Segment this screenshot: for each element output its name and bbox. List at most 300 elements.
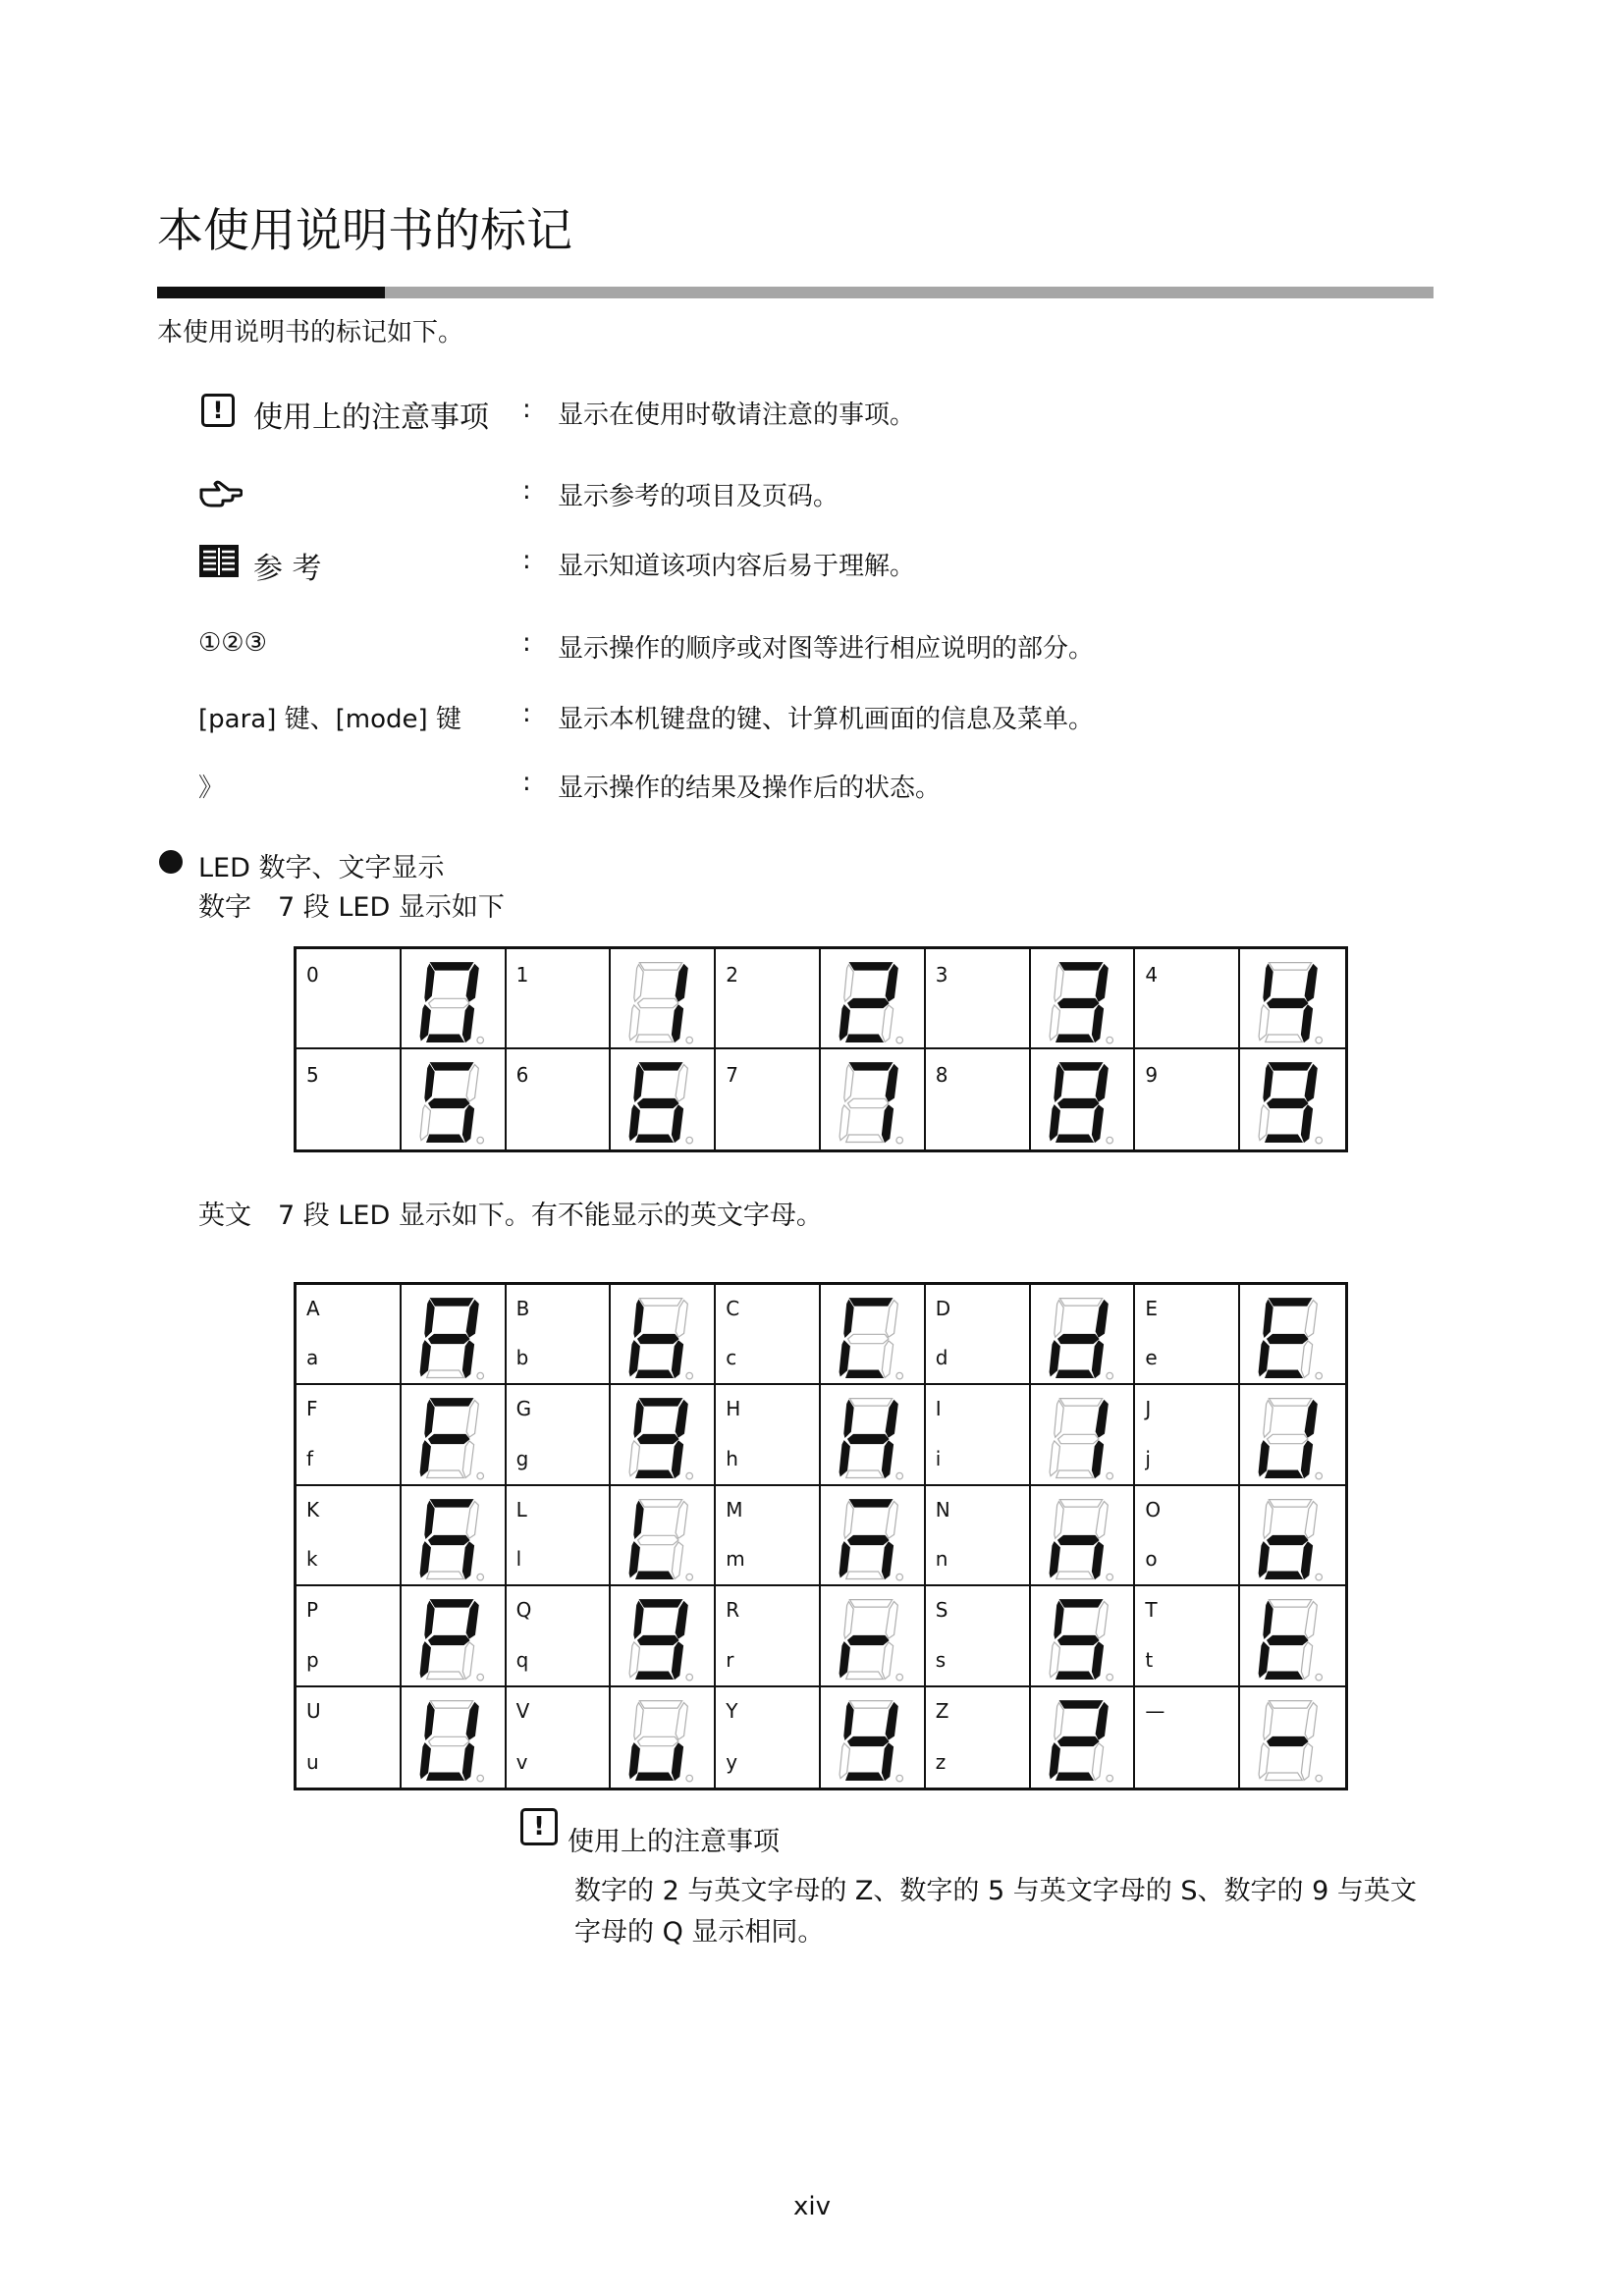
lowercase-letter: b [515,1346,529,1370]
decimal-point-off [686,1674,693,1681]
segment-f-on [425,1401,434,1438]
segment-a-on [1270,1063,1312,1071]
led-display-cell [1240,1285,1345,1385]
lowercase-letter: m [726,1547,745,1572]
segment-d-on [1266,1572,1303,1579]
led-label-cell [926,1049,1031,1149]
digit-label: 9 [1145,1063,1159,1087]
segment-g-on [1268,998,1308,1007]
uppercase-letter: Y [726,1698,738,1723]
legend-colon: : [522,546,531,575]
led-label-cell [716,1486,821,1586]
seven-segment-display [1254,1695,1328,1788]
segment-c-on [1092,1642,1103,1680]
book-icon [198,542,240,583]
segment-g-off [638,1535,678,1544]
segment-d-on [1266,1370,1303,1378]
seven-segment-display [624,1393,699,1485]
led-display-cell [1031,1486,1136,1586]
led-display-cell [611,1285,716,1385]
segment-f-off [1054,965,1062,1002]
uppercase-letter: G [515,1397,532,1421]
segment-a-on [430,1399,472,1407]
uppercase-letter: F [306,1397,318,1421]
seven-segment-display [415,1494,490,1586]
segment-e-on [839,1005,849,1041]
decimal-point-off [896,1037,903,1043]
segment-a-off [849,1700,892,1708]
segment-e-on [1050,1341,1059,1376]
segment-c-on [1092,1005,1103,1042]
led-label-cell [926,1687,1031,1788]
seven-segment-display [1045,1393,1119,1485]
seven-segment-display [1045,1057,1119,1149]
segment-a-off [849,1600,892,1608]
segment-c-off [1302,1742,1313,1780]
segment-c-on [673,1005,683,1042]
segment-g-on [428,1635,468,1644]
segment-d-on [426,1773,463,1781]
segment-a-on [430,1499,472,1507]
note-text-line1: 数字的 2 与英文字母的 Z、数字的 5 与英文字母的 S、数字的 9 与英文 [574,1876,1417,1906]
segment-e-on [1259,1441,1269,1476]
decimal-point-off [686,1372,693,1379]
segment-a-off [1059,1299,1102,1307]
segment-f-on [634,1065,643,1102]
segment-f-on [844,1702,853,1739]
decimal-point-off [686,1775,693,1782]
led-display-cell [1240,1687,1345,1788]
note-title: 使用上的注意事项 [568,1827,780,1857]
lowercase-letter: t [1145,1647,1154,1672]
segment-c-on [1302,1542,1313,1579]
segment-g-on [848,998,889,1007]
segment-a-off [1059,1399,1102,1407]
led-label-cell [507,1486,612,1586]
led-label-cell [297,949,402,1049]
lowercase-letter: h [726,1446,738,1470]
decimal-point-off [477,1775,484,1782]
led-display-cell [1031,1385,1136,1485]
seven-segment-display [835,1293,909,1385]
decimal-point-off [1316,1037,1323,1043]
segment-a-on [849,1299,892,1307]
segment-a-off [849,1399,892,1407]
segment-c-on [673,1642,683,1680]
segment-f-on [634,1501,643,1538]
digit-label: 1 [515,963,529,987]
led-label-cell [1135,1486,1240,1586]
led-display-cell [402,1285,507,1385]
segment-c-on [882,1105,893,1143]
segment-e-on [1259,1642,1269,1678]
segment-d-on [1056,1035,1093,1042]
segment-g-off [848,1334,889,1343]
segment-f-on [425,1065,434,1102]
lowercase-letter: r [726,1647,734,1672]
seven-segment-display [624,957,699,1049]
segment-c-on [882,1542,893,1579]
led-label-cell [716,1049,821,1149]
segment-e-off [1050,1642,1059,1678]
led-display-cell [1031,1285,1136,1385]
segment-c-on [462,1742,473,1780]
uppercase-letter: U [306,1698,321,1723]
led-display-cell [1240,1486,1345,1586]
uppercase-letter: Q [515,1598,532,1623]
segment-a-off [640,1700,682,1708]
segment-a-on [849,1063,892,1071]
lowercase-letter: v [515,1750,528,1774]
seven-segment-display [835,1494,909,1586]
segment-g-off [428,1736,468,1745]
lowercase-letter: e [1145,1346,1158,1370]
segment-a-off [1059,1499,1102,1507]
segment-g-on [1057,1635,1098,1644]
segment-f-on [425,1501,434,1538]
seven-segment-display [415,957,490,1049]
segment-f-on [425,965,434,1002]
decimal-point-off [1316,1137,1323,1144]
lowercase-letter: s [935,1647,947,1672]
segment-c-on [462,1005,473,1042]
led-label-cell [507,1687,612,1788]
decimal-point-off [477,1037,484,1043]
led-label-cell [926,1586,1031,1686]
segment-c-on [1092,1441,1103,1478]
decimal-point-off [896,1574,903,1580]
warning-icon: ! [520,1808,558,1845]
led-display-cell [402,1385,507,1485]
seven-segment-display [415,1393,490,1485]
segment-d-on [1056,1135,1093,1143]
seven-segment-display [624,1293,699,1385]
led-label-cell [507,1586,612,1686]
seven-segment-display [415,1695,490,1788]
segment-f-on [1264,1301,1272,1338]
led-display-cell [611,1049,716,1149]
segment-f-off [844,1602,853,1639]
segment-g-on [848,1435,889,1444]
segment-g-on [1268,1736,1308,1745]
decimal-point-off [1316,1372,1323,1379]
led-label-cell [716,1385,821,1485]
segment-d-off [1056,1470,1093,1478]
segment-f-on [844,1301,853,1338]
segment-f-off [844,1501,853,1538]
segment-d-on [1266,1470,1303,1478]
led-display-cell [821,1486,926,1586]
uppercase-letter: P [306,1598,319,1623]
led-label-cell [297,1285,402,1385]
segment-g-on [1057,1736,1098,1745]
uppercase-letter: M [726,1497,743,1522]
led-display-cell [821,1586,926,1686]
segment-c-off [882,1005,893,1042]
decimal-point-off [477,1372,484,1379]
segment-a-off [640,963,682,971]
segment-d-on [1056,1370,1093,1378]
led-display-cell [611,949,716,1049]
digit-label: 4 [1145,963,1159,987]
decimal-point-off [686,1037,693,1043]
segment-c-on [673,1341,683,1378]
led-label-cell [507,1385,612,1485]
segment-g-off [638,1736,678,1745]
segment-f-on [425,1301,434,1338]
led-display-cell [821,949,926,1049]
segment-g-on [848,1736,889,1745]
title-rule-gray [385,287,1434,298]
led-label-cell [926,1486,1031,1586]
decimal-point-off [896,1137,903,1144]
warning-icon: ! [201,394,235,427]
uppercase-letter: R [726,1598,740,1623]
segment-d-off [846,1572,884,1579]
segment-c-on [1302,1105,1313,1143]
decimal-point-off [477,1574,484,1580]
segment-e-on [1259,1341,1269,1376]
segment-d-off [426,1470,463,1478]
segment-f-on [1264,1602,1272,1639]
segment-a-off [430,1700,472,1708]
lowercase-letter: z [935,1750,947,1774]
segment-f-off [634,965,643,1002]
decimal-point-off [1107,1775,1113,1782]
segment-g-on [1268,1635,1308,1644]
segment-a-on [430,963,472,971]
bullet-icon [159,850,183,874]
led-label-cell [926,1285,1031,1385]
led-display-cell [611,1586,716,1686]
uppercase-letter: S [935,1598,948,1623]
segment-a-off [1270,1399,1312,1407]
segment-e-on [629,1542,639,1577]
lowercase-letter: c [726,1346,737,1370]
segment-a-off [640,1299,682,1307]
uppercase-letter: J [1145,1397,1152,1421]
decimal-point-off [1316,1674,1323,1681]
decimal-point-off [896,1473,903,1480]
legend-desc-caution: 显示在使用时敬请注意的事项。 [558,400,916,430]
led-display-cell [611,1687,716,1788]
segment-f-on [1264,965,1272,1002]
legend-desc-result: 显示操作的结果及操作后的状态。 [558,774,942,803]
led-display-cell [402,1049,507,1149]
led-display-cell [1240,949,1345,1049]
led-label-cell [716,949,821,1049]
uppercase-letter: K [306,1497,320,1522]
led-display-cell [1240,1385,1345,1485]
seven-segment-display [415,1594,490,1686]
segment-c-on [1302,1441,1313,1478]
seven-segment-display [835,1057,909,1149]
led-display-cell [1031,949,1136,1049]
segment-a-off [1270,963,1312,971]
decimal-point-off [1316,1473,1323,1480]
segment-f-on [1264,1065,1272,1102]
led-display-cell [821,1285,926,1385]
segment-c-off [462,1642,473,1680]
uppercase-letter: — [1145,1698,1165,1723]
segment-a-on [430,1063,472,1071]
lowercase-letter: k [306,1547,318,1572]
letters-caption: 英文 7 段 LED 显示如下。有不能显示的英文字母。 [198,1201,823,1231]
uppercase-letter: A [306,1297,320,1320]
segment-f-off [1264,1501,1272,1538]
legend-label-caution: 使用上的注意事项 [253,400,489,435]
lowercase-letter: f [306,1446,314,1470]
segment-f-off [1264,1702,1272,1739]
segment-c-on [1302,1005,1313,1042]
legend-colon: : [522,699,531,728]
segment-a-on [640,1600,682,1608]
note-text-line2: 字母的 Q 显示相同。 [574,1917,825,1948]
led-display-cell [1240,1586,1345,1686]
digit-label: 8 [935,1063,948,1087]
segment-f-off [1264,1401,1272,1438]
seven-segment-display [624,1594,699,1686]
segment-g-on [1057,1334,1098,1343]
decimal-point-off [1107,1473,1113,1480]
led-label-cell [507,949,612,1049]
segment-c-on [673,1742,683,1780]
legend-desc-steps: 显示操作的顺序或对图等进行相应说明的部分。 [558,634,1095,664]
segment-a-on [849,963,892,971]
lowercase-letter: g [515,1446,529,1470]
pointing-hand-icon [199,478,243,511]
seven-segment-display [835,957,909,1049]
segment-f-on [425,1602,434,1639]
segment-c-on [673,1441,683,1478]
segment-d-on [636,1672,674,1680]
led-display-cell [402,1687,507,1788]
seven-segment-display [835,1393,909,1485]
segment-e-on [1050,1742,1059,1778]
uppercase-letter: O [1145,1497,1162,1522]
segment-g-on [428,1435,468,1444]
segment-d-on [636,1135,674,1143]
segment-e-off [1050,1005,1059,1041]
segment-e-off [420,1105,430,1141]
segment-e-on [629,1742,639,1778]
segment-a-on [640,1399,682,1407]
segment-g-on [428,1098,468,1107]
segment-g-on [1268,1098,1308,1107]
segment-d-on [1266,1135,1303,1143]
decimal-point-off [686,1574,693,1580]
segment-g-on [848,1535,889,1544]
legend-label-reference: 参 考 [253,552,322,586]
seven-segment-display [1254,1057,1328,1149]
segment-d-on [846,1035,884,1042]
segment-c-on [462,1341,473,1378]
lowercase-letter: n [935,1547,948,1572]
led-display-cell [821,1385,926,1485]
led-display-cell [1031,1049,1136,1149]
led-display-cell [821,1687,926,1788]
segment-d-on [1266,1672,1303,1680]
legend-desc-reference: 显示知道该项内容后易于理解。 [558,552,916,581]
segment-g-on [638,1334,678,1343]
decimal-point-off [686,1473,693,1480]
seven-segment-display [1045,1494,1119,1586]
intro-text: 本使用说明书的标记如下。 [157,318,464,347]
segment-a-on [640,1063,682,1071]
segment-g-on [428,1334,468,1343]
segment-g-on [638,1435,678,1444]
digit-label: 6 [515,1063,529,1087]
seven-segment-display [1254,1594,1328,1686]
segment-f-on [634,1602,643,1639]
segment-c-off [673,1542,683,1579]
decimal-point-off [896,1372,903,1379]
segment-d-on [636,1572,674,1579]
segment-d-off [1266,1773,1303,1781]
legend-colon: : [522,476,531,506]
segment-a-on [430,1600,472,1608]
segment-e-off [629,1441,639,1476]
led-numbers-table [294,946,1348,1152]
led-label-cell [297,1586,402,1686]
segment-f-off [1054,1501,1062,1538]
legend-label-steps: ①②③ [198,628,267,658]
seven-segment-display [624,1057,699,1149]
led-label-cell [297,1049,402,1149]
seven-segment-display [835,1594,909,1686]
legend-colon: : [522,768,531,797]
uppercase-letter: D [935,1297,951,1320]
segment-e-on [1050,1105,1059,1141]
segment-a-on [1059,1700,1102,1708]
segment-d-off [426,1672,463,1680]
legend-desc-reference-page: 显示参考的项目及页码。 [558,482,839,511]
title-rule-black [157,287,385,298]
segment-a-on [849,1499,892,1507]
segment-d-off [846,1470,884,1478]
segment-e-on [629,1341,639,1376]
segment-g-on [1057,1098,1098,1107]
uppercase-letter: C [726,1297,740,1320]
segment-e-on [1259,1542,1269,1577]
led-display-cell [1031,1586,1136,1686]
segment-c-on [1092,1341,1103,1378]
numbers-caption: 数字 7 段 LED 显示如下 [198,892,505,923]
segment-d-on [426,1135,463,1143]
lowercase-letter: p [306,1647,319,1672]
segment-c-off [882,1341,893,1378]
segment-f-on [1054,1065,1062,1102]
decimal-point-off [477,1137,484,1144]
segment-g-on [428,1535,468,1544]
segment-e-on [629,1105,639,1141]
segment-c-on [1092,1542,1103,1579]
led-label-cell [716,1687,821,1788]
legend-desc-keys: 显示本机键盘的键、计算机画面的信息及菜单。 [558,705,1095,734]
segment-d-off [426,1370,463,1378]
legend-label-keys: [para] 键、[mode] 键 [198,705,461,734]
led-display-cell [821,1049,926,1149]
uppercase-letter: H [726,1397,741,1421]
segment-d-on [426,1035,463,1042]
segment-g-off [1268,1435,1308,1444]
decimal-point-off [1316,1775,1323,1782]
segment-a-off [640,1499,682,1507]
led-label-cell [507,1049,612,1149]
segment-d-on [636,1370,674,1378]
lowercase-letter: a [306,1346,319,1370]
seven-segment-display [1254,1494,1328,1586]
